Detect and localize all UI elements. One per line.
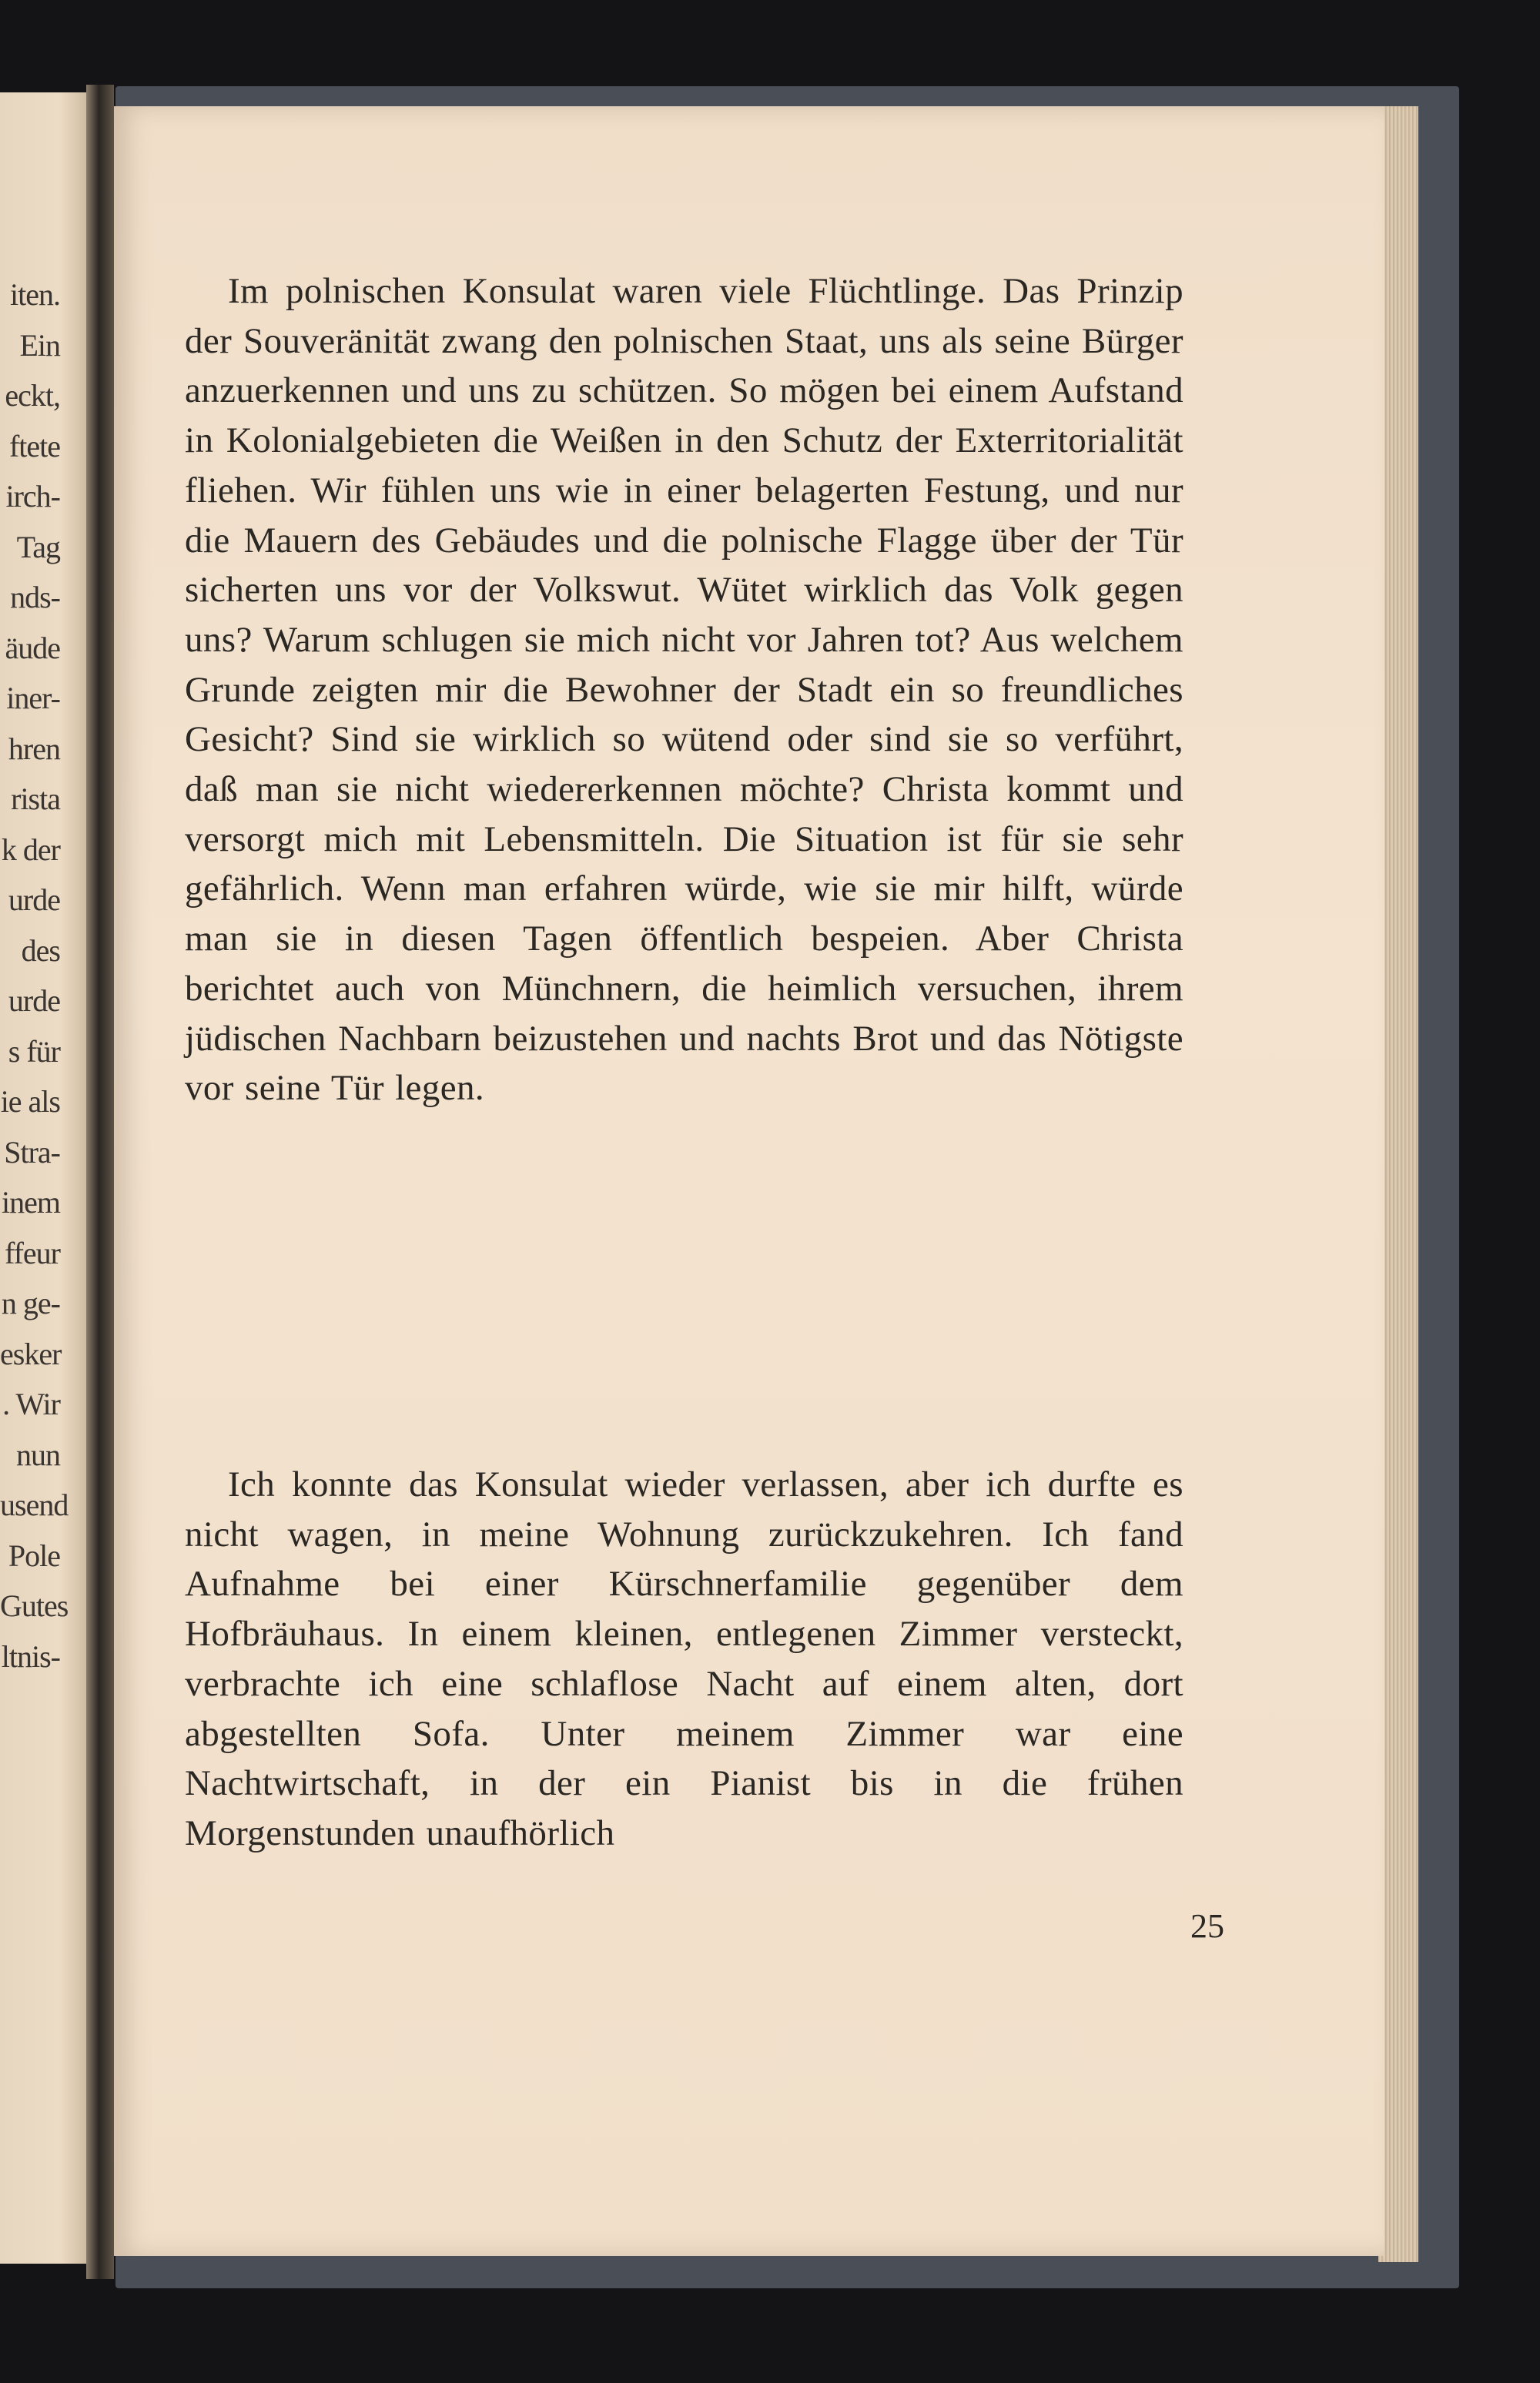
previous-page-line-ending: urde [8,983,60,1018]
book-page [114,106,1384,2256]
previous-page-line-ending: Tag [16,529,60,564]
previous-page-line-ending: äude [5,630,60,665]
previous-page-line-endings [0,269,86,1682]
previous-page-line-ending: s für [8,1033,60,1069]
paragraph-text: Ich konnte das Konsulat wieder verlassen, aber ich durfte es nicht wagen, in meine Wohnung zurückzukehren. Ich fand Aufnahme bei einer Kürschnerfamilie gegenüber dem Hofbräuhaus. In einem kleinen, entlegenen Zimmer versteckt, verbrachte ich eine schlaflose Nacht auf einem alten, dort abgestellten Sofa. Unter meinem Zimmer war eine Nachtwirtschaft, in der ein Pianist bis in die frühen Morgenstunden unaufhörlich [185,1464,1183,1853]
paragraph-2 [185,1460,1183,1859]
previous-page-line-ending: ffeur [5,1235,60,1270]
previous-page-line-ending: esker [0,1336,62,1371]
paragraph-1 [185,266,1183,1113]
previous-page-line-ending: ftete [8,428,60,464]
previous-page-line-ending: n ge- [1,1286,60,1320]
previous-page-line-ending: inem [2,1185,60,1220]
previous-page-line-ending: usend [0,1488,69,1522]
previous-page-line-ending: nds- [10,580,60,614]
previous-page-line-ending: iner- [6,681,60,715]
previous-page-line-ending: nun [16,1437,60,1472]
previous-page-line-ending: eckt, [5,378,60,413]
previous-page-line-ending: Stra- [4,1134,60,1170]
previous-page-line-ending: k der [1,832,60,867]
previous-page-line-ending: Pole [8,1538,60,1573]
previous-page-line-ending: iten. [10,277,60,312]
previous-page-line-ending: Ein [19,327,60,363]
previous-page-line-ending: hren [8,731,60,766]
previous-page-edge [0,92,86,2264]
previous-page-line-ending: ie als [0,1084,60,1119]
previous-page-line-ending: irch- [5,479,60,514]
previous-page-line-ending: urde [8,882,60,917]
previous-page-line-ending: . Wir [2,1387,60,1421]
previous-page-line-ending: ltnis- [1,1638,60,1674]
page-number: 25 [1190,1907,1224,1945]
paragraph-text: Im polnischen Konsulat waren viele Flüchtlinge. Das Prinzip der Souveränität zwang den polnischen Staat, uns als seine Bürger anzuerkennen und uns zu schützen. So mögen bei einem Aufstand in Kolonialgebieten die Weißen in den Schutz der Exterritorialität fliehen. Wir fühlen uns wie in einer belagerten Festung, und nur die Mauern des Gebäudes und die polnische Flagge über der Tür sicherten uns vor der Volkswut. Wütet wirklich das Volk gegen uns? Warum schlugen sie mich nicht vor Jahren tot? Aus welchem Grunde zeigten mir die Bewohner der Stadt ein so freundliches Gesicht? Sind sie wirklich so wütend oder sind sie so verführt, daß man sie nicht wiedererkennen möchte? Christa kommt und versorgt mich mit Lebensmitteln. Die Situation ist für sie sehr gefährlich. Wenn man erfahren würde, wie sie mir hilft, würde man sie in diesen Tagen öffentlich bespeien. Aber Christa berichtet auch von Münchnern, die heimlich versuchen, ihrem jüdischen Nachbarn beizustehen und nachts Brot und das Nötigste vor seine Tür legen. [185,271,1183,1109]
previous-page-line-ending: des [21,932,60,968]
book-gutter [86,85,114,2279]
previous-page-line-ending: rista [11,782,60,816]
previous-page-line-ending: Gutes [0,1588,69,1623]
